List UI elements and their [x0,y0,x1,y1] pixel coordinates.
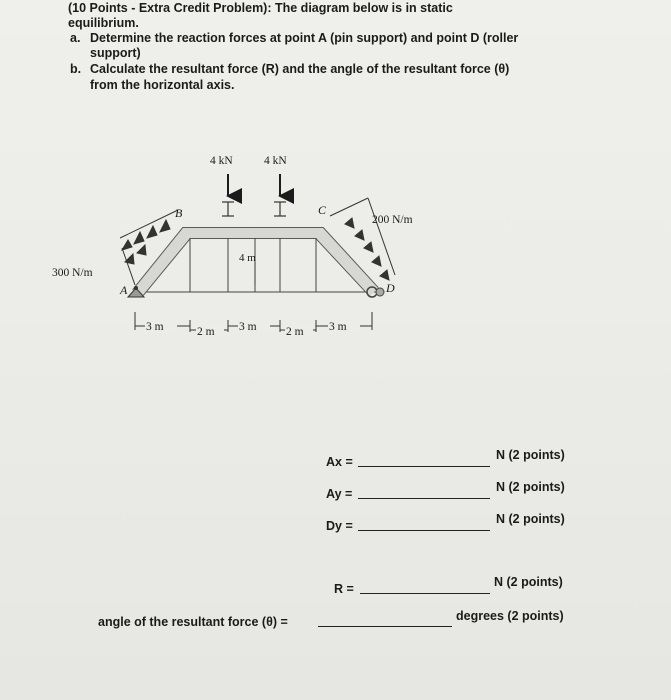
dim-5: 3 m [329,321,347,333]
dim-4: 2 m [286,326,304,338]
answer-label-ax: Ax = [326,455,353,469]
answer-label-ay: Ay = [326,487,353,501]
answer-unit-ax: N (2 points) [496,448,565,462]
answer-blank-ay[interactable] [358,498,490,499]
dim-3: 3 m [239,321,257,333]
point-d-label: D [386,281,395,295]
dim-2: 2 m [197,326,215,338]
answer-label-r: R = [334,582,354,596]
part-a-text-continued: support) [90,46,141,60]
dim-1: 3 m [146,321,164,333]
answer-blank-dy[interactable] [358,530,490,531]
part-b-letter: b. [70,62,82,76]
part-b-text-continued: from the horizontal axis. [90,78,235,92]
dist-load-left-label: 300 N/m [52,267,93,279]
answer-unit-ay: N (2 points) [496,480,565,494]
point-a-label: A [120,283,128,297]
load-label-right: 4 kN [264,155,287,167]
answer-blank-r[interactable] [360,593,490,594]
height-label: 4 m [239,252,256,264]
point-b-label: B [175,206,183,220]
answer-unit-angle: degrees (2 points) [456,609,564,623]
part-b-text: Calculate the resultant force (R) and the angle of the resultant force (θ) [90,62,510,76]
answer-blank-ax[interactable] [358,466,490,467]
answer-unit-dy: N (2 points) [496,512,565,526]
point-c-label: C [318,203,327,217]
dist-load-right-label: 200 N/m [372,214,413,226]
answer-label-angle: angle of the resultant force (θ) = [98,615,288,629]
problem-header: (10 Points - Extra Credit Problem): The diagram below is in static [68,1,453,15]
answer-unit-r: N (2 points) [494,575,563,589]
part-a-text: Determine the reaction forces at point A (pin support) and point D (roller [90,31,519,45]
answer-blank-angle[interactable] [318,626,452,627]
load-label-left: 4 kN [210,155,233,167]
answer-label-dy: Dy = [326,519,353,533]
problem-header-continued: equilibrium. [68,16,139,30]
part-a-letter: a. [70,31,81,45]
